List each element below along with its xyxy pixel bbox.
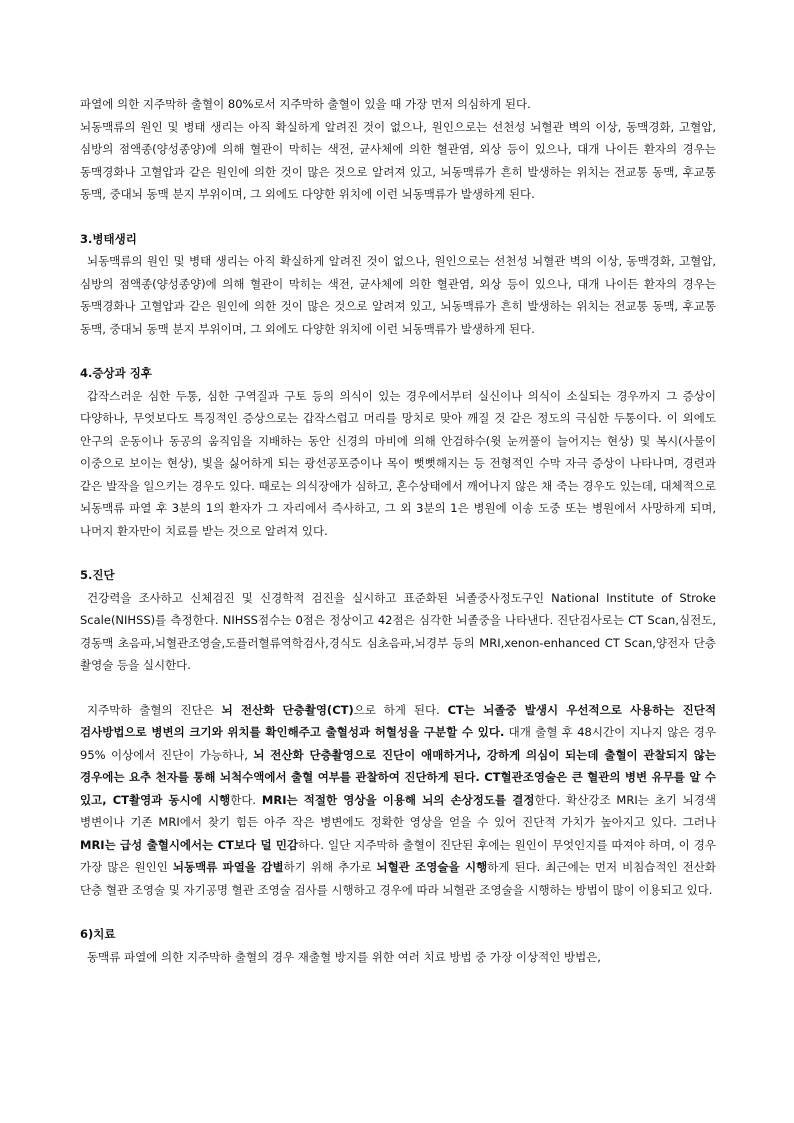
body-text: 대개 출혈 후 48시간이 지나지 않은 경우 95% 이상에서 진단이 가능하나,	[80, 725, 716, 762]
section-5-heading: 5.진단	[80, 568, 115, 582]
body-text: 지주막하 출혈의 진단은	[87, 702, 222, 717]
section-3-heading: 3.병태생리	[80, 231, 137, 246]
body-text: 하기 위해 추가로	[283, 860, 377, 874]
emphasized-text: 뇌 전산화 단층촬영으로 진단이 애매하거나, 강하게 의심이 되는데 출혈이 관찰되지 않는 경우에는 요추 천자를 통해 뇌척수액에서 출혈 여부를 관찰하여 진단하게 된다. CT혈관조영술은 큰 혈관의 병변 유무를 알 수 있고, CT촬영과 동시에 시행	[80, 747, 716, 807]
body-text: 으로 하게 된다.	[353, 702, 448, 717]
section-5-body: 건강력을 조사하고 신체검진 및 신경학적 검진을 실시하고 표준화된 뇌졸중사정도구인 National Institute of Stroke Scale(NIHSS)를 측정한다. NIHSS점수는 0점은 정상이고 42점은 심각한 뇌졸중을 나타낸다. 진단검사로는 CT Scan,심전도,경동맥 초음파,뇌혈관조영술,도플러혈류역학검사,경식도 심초음파,뇌경부 등의 MRI,xenon-enhanced CT Scan,양전자 단층 촬영술 등을 실시한다.	[80, 590, 716, 672]
section-5-diagnosis-paragraph	[80, 699, 716, 902]
intro-paragraph-1: 파열에 의한 지주막하 출혈이 80%로서 지주막하 출혈이 있을 때 가장 먼저 의심하게 된다.	[80, 97, 531, 111]
body-text: 하게 된다. 최근에는 먼저 비침습적인 전산화 단층 혈관 조영술 및 자기공명 혈관 조영술 검사를 시행하고 경우에 따라 뇌혈관 조영술을 시행하는 방법이 많이 이용되고 있다.	[80, 860, 716, 897]
section-4-body: 갑작스러운 심한 두통, 심한 구역질과 구토 등의 의식이 있는 경우에서부터 실신이나 의식이 소실되는 경우까지 그 증상이 다양하나, 무엇보다도 특징적인 증상으로는 갑작스럽고 머리를 망치로 맞아 깨질 것 같은 정도의 극심한 두통이다. 이 외에도 안구의 운동이나 동공의 움직임을 지배하는 동안 신경의 마비에 의해 안검하수(윗 눈꺼풀이 늘어지는 현상) 및 복시(사물이 이중으로 보이는 현상), 빛을 싫어하게 되는 광선공포증이나 목이 뻣뻣해지는 등 전형적인 수막 자극 증상이 나타나며, 경련과 같은 발작을 일으키는 경우도 있다. 때로는 의식장애가 심하고, 혼수상태에서 깨어나지 않은 채 죽는 경우도 있는데, 대체적으로 뇌동맥류 파열 후 3분의 1의 환자가 그 자리에서 즉사하고, 그 외 3분의 1은 병원에 이송 도중 또는 병원에서 사망하게 되며, 나머지 환자만이 치료를 받는 것으로 알려져 있다.	[80, 388, 716, 538]
section-6-heading: 6)치료	[80, 927, 116, 941]
body-text: 하다. 일단 지주막하 출혈이 진단된 후에는 원인이 무엇인지를 따져야 하며, 이 경우 가장 많은 원인인	[80, 837, 716, 874]
emphasized-text: 뇌동맥류 파열을 감별	[172, 860, 284, 874]
body-text: 한다.	[230, 792, 262, 807]
emphasized-text: 뇌혈관 조영술을 시행	[376, 860, 488, 874]
emphasized-text: CT는 뇌졸중 발생시 우선적으로 사용하는 진단적 검사방법으로 병변의 크기와 위치를 확인해주고 출혈성과 허혈성을 구분할 수 있다.	[80, 702, 716, 739]
body-text: 한다. 확산강조 MRI는 초기 뇌경색 병변이나 기존 MRI에서 찾기 힘든 아주 작은 병변에도 정확한 영상을 얻을 수 있어 진단적 가치가 높아지고 있다. 그러나	[80, 792, 717, 829]
emphasized-text: MRI는 적절한 영상을 이용해 뇌의 손상정도를 결정	[261, 792, 535, 807]
intro-paragraph-2: 뇌동맥류의 원인 및 병태 생리는 아직 확실하게 알려진 것이 없으나, 원인으로는 선천성 뇌혈관 벽의 이상, 동맥경화, 고혈압, 심방의 점액종(양성종양)에 의해 혈관이 막히는 색전, 균사체에 의한 혈관염, 외상 등이 있으나, 대개 나이든 환자의 경우는 동맥경화나 고혈압과 같은 원인에 의한 것이 많은 것으로 알려져 있고, 뇌동맥류가 흔히 발생하는 위치는 전교통 동맥, 후교통 동맥, 중대뇌 동맥 분지 부위이며, 그 외에도 다양한 위치에 이런 뇌동맥류가 발생하게 된다.	[80, 119, 716, 201]
section-6-body: 동맥류 파열에 의한 지주막하 출혈의 경우 재출혈 방지를 위한 여러 치료 방법 중 가장 이상적인 방법은,	[87, 949, 601, 964]
section-4-heading: 4.증상과 징후	[80, 366, 152, 380]
emphasized-text: MRI는 급성 출혈시에서는 CT보다 덜 민감	[80, 837, 299, 852]
emphasized-text: 뇌 전산화 단층촬영(CT)	[221, 702, 354, 717]
document-page	[80, 93, 716, 968]
section-3-body: 뇌동맥류의 원인 및 병태 생리는 아직 확실하게 알려진 것이 없으나, 원인으로는 선천성 뇌혈관 벽의 이상, 동맥경화, 고혈압, 심방의 점액종(양성종양)에 의해 혈관이 막히는 색전, 균사체에 의한 혈관염, 외상 등이 있으나, 대개 나이든 환자의 경우는 동맥경화나 고혈압과 같은 원인에 의한 것이 많은 것으로 알려져 있고, 뇌동맥류가 흔히 발생하는 위치는 전교통 동맥, 후교통 동맥, 중대뇌 동맥 분지 부위이며, 그 외에도 다양한 위치에 이런 뇌동맥류가 발생하게 된다.	[80, 254, 716, 336]
